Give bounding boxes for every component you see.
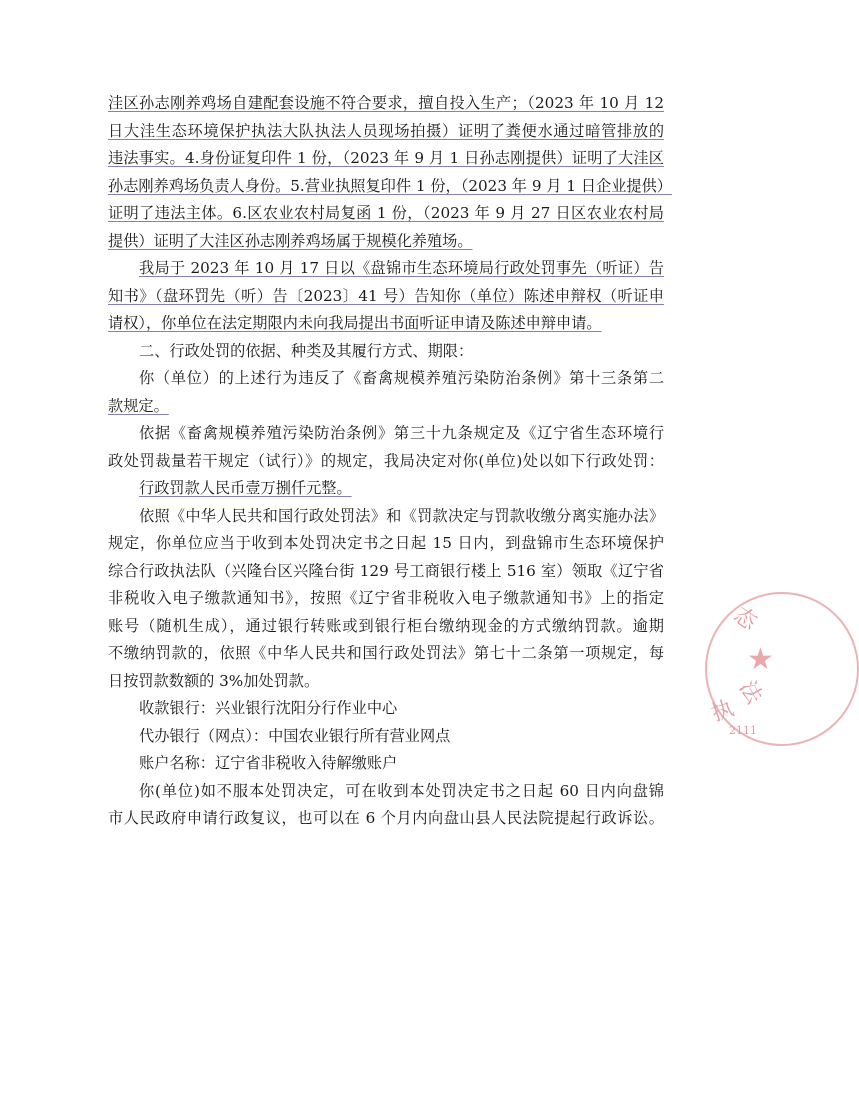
- text-line: 提供）证明了大洼区孙志刚养鸡场属于规模化养殖场。: [108, 231, 473, 250]
- text-line: 规定，你单位应当于收到本处罚决定书之日起 15 日内，到盘锦市生态环境保护: [108, 534, 664, 552]
- text-line: 日大洼生态环境保护执法大队执法人员现场拍摄）证明了粪便水通过暗管排放的: [108, 121, 664, 140]
- text-line: 款规定。: [108, 396, 169, 415]
- official-seal: [705, 592, 859, 746]
- seal-char: 法: [733, 676, 767, 709]
- text-line: 你(单位)如不服本处罚决定，可在收到本处罚决定书之日起 60 日内向盘锦: [139, 781, 664, 800]
- penalty-line: 行政罚款人民币壹万捌仟元整。: [139, 479, 352, 497]
- text-line: 洼区孙志刚养鸡场自建配套设施不符合要求，擅自投入生产；（2023 年 10 月 12: [108, 94, 664, 112]
- text-line: 请权），你单位在法定期限内未向我局提出书面听证申请及陈述申辩申请。: [108, 314, 602, 332]
- text-line: 违法事实。4.身份证复印件 1 份，（2023 年 9 月 1 日孙志刚提供）证明了大洼区: [108, 149, 664, 167]
- text-line: 日按罚款数额的 3%加处罚款。: [108, 671, 320, 690]
- text-line: 非税收入电子缴款通知书》，按照《辽宁省非税收入电子缴款通知书》上的指定: [108, 589, 664, 607]
- text-line: 收款银行：兴业银行沈阳分行作业中心: [139, 699, 398, 717]
- text-line: 孙志刚养鸡场负责人身份。5.营业执照复印件 1 份，（2023 年 9 月 1 日企业提供）: [108, 176, 672, 195]
- text-line: 知书》（盘环罚先（听）告〔2023〕41 号）告知你（单位）陈述申辩权（听证申: [108, 286, 664, 305]
- seal-star-icon: ★: [747, 642, 774, 677]
- text-line: 不缴纳罚款的，依照《中华人民共和国行政处罚法》第七十二条第一项规定，每: [108, 644, 664, 662]
- text-line: 你（单位）的上述行为违反了《畜禽规模养殖污染防治条例》第十三条第二: [139, 369, 664, 387]
- seal-char: 态: [728, 602, 762, 636]
- text-line: 市人民政府申请行政复议，也可以在 6 个月内向盘山县人民法院提起行政诉讼。: [108, 809, 664, 827]
- text-line: 我局于 2023 年 10 月 17 日以《盘锦市生态环境局行政处罚事先（听证）告: [139, 259, 664, 277]
- text-line: 账号（随机生成），通过银行转账或到银行柜台缴纳现金的方式缴纳罚款。逾期: [108, 616, 664, 635]
- text-line: 代办银行（网点）：中国农业银行所有营业网点: [139, 726, 451, 745]
- text-line: 综合行政执法队（兴隆台区兴隆台街 129 号工商银行楼上 516 室）领取《辽宁省: [108, 561, 664, 580]
- text-line: 证明了违法主体。6.区农业农村局复函 1 份，（2023 年 9 月 27 日区农业农村局: [108, 204, 664, 222]
- seal-char: 执: [708, 695, 738, 727]
- text-line: 依照《中华人民共和国行政处罚法》和《罚款决定与罚款收缴分离实施办法》: [139, 506, 664, 525]
- section-heading: 二、行政处罚的依据、种类及其履行方式、期限：: [139, 341, 474, 360]
- text-line: 依据《畜禽规模养殖污染防治条例》第三十九条规定及《辽宁省生态环境行: [139, 424, 664, 442]
- text-line: 账户名称：辽宁省非税收入待解缴账户: [139, 754, 398, 772]
- text-line: 政处罚裁量若干规定（试行）》的规定，我局决定对你(单位)处以如下行政处罚：: [108, 451, 664, 470]
- document-body: [108, 90, 672, 833]
- seal-number: 2111: [729, 724, 757, 737]
